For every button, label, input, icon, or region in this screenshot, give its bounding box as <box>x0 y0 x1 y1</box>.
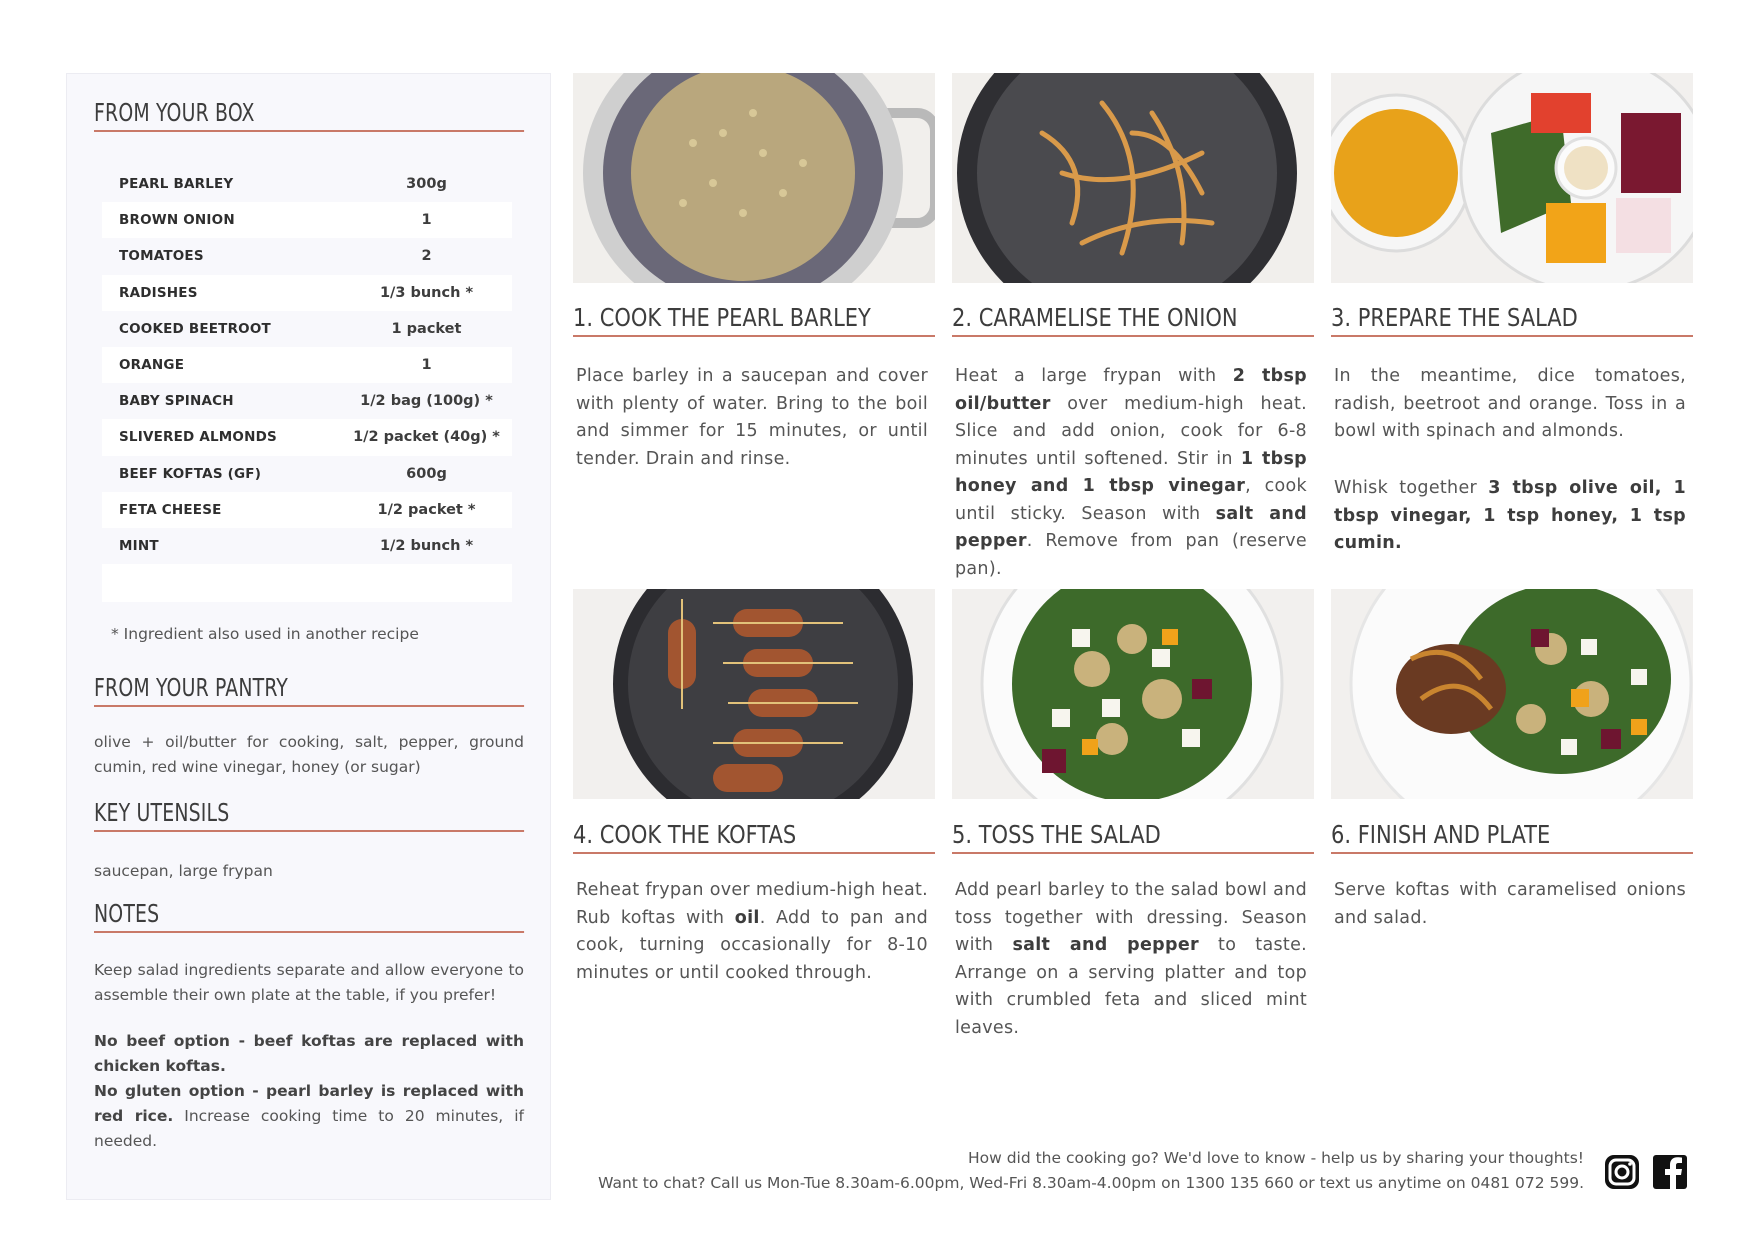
emphasis-text: salt and pepper <box>955 503 1307 551</box>
ingredient-name: FETA CHEESE <box>119 501 222 518</box>
barley-saucepan-photo <box>573 73 935 283</box>
pantry-text: olive + oil/butter for cooking, salt, pepper, ground cumin, red wine vinegar, honey (or sugar) <box>94 733 524 776</box>
ingredient-quantity: 1 <box>421 357 432 374</box>
ingredient-name: BROWN ONION <box>119 212 235 229</box>
ingredient-row <box>102 492 512 528</box>
step-text-segment: . Add to pan and cook, turning occasionally for 8-10 minutes or until cooked through. <box>576 907 928 983</box>
facebook-icon[interactable] <box>1651 1153 1689 1191</box>
ingredient-row <box>102 238 512 274</box>
step-text-segment: Heat a large frypan with <box>955 366 1233 386</box>
ingredient-quantity: 1 <box>421 212 432 229</box>
ingredient-quantity: 1 packet <box>391 320 462 337</box>
ingredient-row <box>102 311 512 347</box>
ingredient-name: SLIVERED ALMONDS <box>119 429 277 446</box>
ingredient-name: BABY SPINACH <box>119 393 234 410</box>
step-3-text <box>1334 363 1686 446</box>
ingredient-name: RADISHES <box>119 284 198 301</box>
step-3-text-dressing <box>1334 475 1686 558</box>
ingredient-row <box>102 383 512 419</box>
emphasis-text: salt and pepper <box>1012 935 1199 955</box>
notes-text-3: No gluten option - pearl barley is replaced with red rice. Increase cooking time to 20 minutes, if needed. <box>94 1082 524 1150</box>
ingredient-row <box>102 166 512 202</box>
ingredient-quantity: 600g <box>406 465 447 482</box>
step-2-title: 2. CARAMELISE THE ONION <box>952 303 1314 337</box>
ingredient-quantity: 1/2 bag (100g) * <box>360 393 493 410</box>
emphasis-text: 2 tbsp oil/butter <box>955 366 1307 414</box>
step-6-text <box>1334 877 1686 932</box>
utensils-text: saucepan, large frypan <box>94 862 273 880</box>
key-utensils-title: KEY UTENSILS <box>94 798 524 832</box>
ingredients-table <box>102 166 512 602</box>
ingredient-footnote: * Ingredient also used in another recipe <box>111 625 419 643</box>
emphasis-text: 1 tbsp honey and 1 tbsp vinegar <box>955 448 1308 496</box>
ingredient-name: TOMATOES <box>119 248 204 265</box>
step-1-title: 1. COOK THE PEARL BARLEY <box>573 303 935 337</box>
step-text-segment: Add pearl barley to the salad bowl and toss together with dressing. Season with <box>955 880 1307 955</box>
step-text-segment: Place barley in a saucepan and cover with plenty of water. Bring to the boil and simmer for 15 minutes, or until tender. Drain and rinse. <box>576 366 928 469</box>
step-5-title: 5. TOSS THE SALAD <box>952 820 1314 854</box>
ingredient-row <box>102 202 512 238</box>
ingredient-row <box>102 528 512 564</box>
step-3-title: 3. PREPARE THE SALAD <box>1331 303 1693 337</box>
from-your-pantry-title: FROM YOUR PANTRY <box>94 673 524 707</box>
onion-frypan-photo <box>952 73 1314 283</box>
ingredient-name: BEEF KOFTAS (GF) <box>119 465 262 482</box>
emphasis-text: oil <box>734 907 760 928</box>
step-1-text <box>576 363 928 473</box>
step-text-segment: Reheat frypan over medium-high heat. Rub koftas with <box>576 880 928 928</box>
ingredients-sidebar <box>66 73 551 1200</box>
ingredient-name: MINT <box>119 537 159 554</box>
instagram-icon[interactable] <box>1603 1153 1641 1191</box>
notes-title: NOTES <box>94 899 524 933</box>
step-text-segment: Serve koftas with caramelised onions and salad. <box>1334 880 1686 928</box>
ingredient-name: PEARL BARLEY <box>119 176 234 193</box>
step-text-segment: to taste. Arrange on a serving platter and top with crumbled feta and sliced mint leaves. <box>955 935 1307 1038</box>
notes-text-1: Keep salad ingredients separate and allow everyone to assemble their own plate at the table, if you prefer! <box>94 961 524 1004</box>
ingredient-row-empty <box>102 564 512 602</box>
step-5-text <box>955 877 1307 1042</box>
tossed-salad-photo <box>952 589 1314 799</box>
contact-line: Want to chat? Call us Mon-Tue 8.30am-6.00pm, Wed-Fri 8.30am-4.00pm on 1300 135 660 or text us anytime on 0481 072 599. <box>598 1174 1584 1192</box>
feedback-footer <box>598 1146 1584 1196</box>
step-text-segment: In the meantime, dice tomatoes, radish, beetroot and orange. Toss in a bowl with spinach and almonds. <box>1334 366 1686 441</box>
step-text-segment: Whisk together <box>1334 478 1489 498</box>
emphasis-text: 3 tbsp olive oil, 1 tbsp vinegar, 1 tsp honey, 1 tsp cumin. <box>1334 478 1686 553</box>
ingredient-quantity: 1/3 bunch * <box>379 284 474 301</box>
ingredient-name: COOKED BEETROOT <box>119 320 271 337</box>
step-2-text <box>955 363 1307 583</box>
ingredient-quantity: 1/2 packet (40g) * <box>353 429 500 446</box>
ingredient-row <box>102 347 512 383</box>
step-text-segment: over medium-high heat. Slice and add onion, cook for 6-8 minutes until softened. Stir in <box>955 393 1307 469</box>
step-text-segment: . Remove from pan (reserve pan). <box>955 531 1307 579</box>
ingredient-row <box>102 419 512 455</box>
step-6-title: 6. FINISH AND PLATE <box>1331 820 1693 854</box>
ingredient-row <box>102 275 512 311</box>
ingredient-quantity: 300g <box>406 176 447 193</box>
from-your-box-title: FROM YOUR BOX <box>94 98 524 132</box>
ingredient-quantity: 1/2 bunch * <box>379 537 474 554</box>
ingredient-quantity: 2 <box>421 248 432 265</box>
ingredient-quantity: 1/2 packet * <box>377 501 476 518</box>
notes-text-2: No beef option - beef koftas are replaced with chicken koftas. <box>94 1032 524 1075</box>
step-text-segment: , cook until sticky. Season with <box>955 476 1307 524</box>
salad-prep-photo <box>1331 73 1693 283</box>
ingredient-row <box>102 456 512 492</box>
plated-meal-photo <box>1331 589 1693 799</box>
koftas-frypan-photo <box>573 589 935 799</box>
ingredient-name: ORANGE <box>119 357 185 374</box>
step-4-text <box>576 877 928 987</box>
step-4-title: 4. COOK THE KOFTAS <box>573 820 935 854</box>
feedback-line: How did the cooking go? We'd love to know - help us by sharing your thoughts! <box>967 1149 1584 1167</box>
